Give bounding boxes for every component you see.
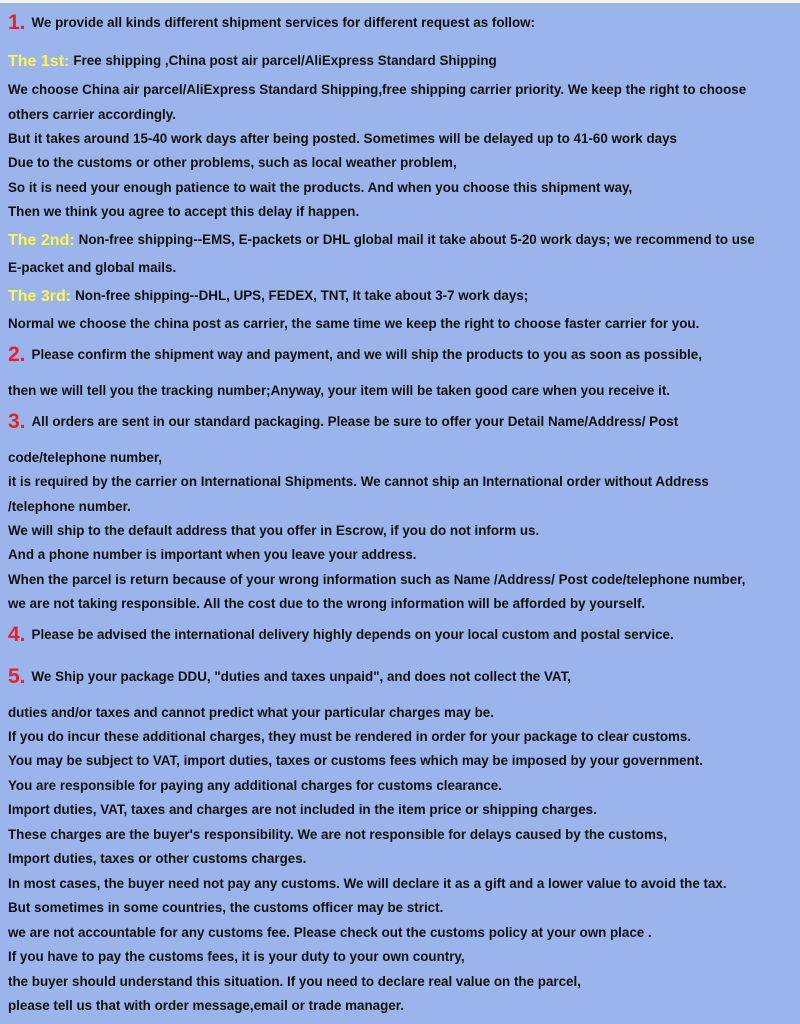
body-line: code/telephone number,	[8, 450, 163, 465]
body-line: others carrier accordingly.	[8, 107, 176, 122]
section-text: We Ship your package DDU, "duties and taxes unpaid", and does not collect the VAT,	[31, 669, 572, 684]
section-5-heading	[8, 665, 796, 688]
body-line: then we will tell you the tracking number;Anyway, your item will be taken good care when you receive it.	[8, 383, 670, 398]
body-line: E-packet and global mails.	[8, 260, 177, 275]
option-2nd	[8, 231, 796, 250]
section-1-heading	[8, 11, 796, 34]
body-line: And a phone number is important when you leave your address.	[8, 547, 417, 562]
body-line: We choose China air parcel/AliExpress Standard Shipping,free shipping carrier priority. We keep the right to choose	[8, 82, 747, 97]
body-line: But it takes around 15-40 work days after being posted. Sometimes will be delayed up to 41-60 work days	[8, 131, 677, 146]
body-line: Then we think you agree to accept this delay if happen.	[8, 204, 360, 219]
section-number: 3.	[8, 410, 26, 433]
body-line: please tell us that with order message,email or trade manager.	[8, 998, 404, 1013]
section-2-heading	[8, 343, 796, 366]
body-line: If you have to pay the customs fees, it is your duty to your own country,	[8, 949, 465, 964]
body-line: We will ship to the default address that you offer in Escrow, if you do not inform us.	[8, 523, 540, 538]
body-line: duties and/or taxes and cannot predict what your particular charges may be.	[8, 705, 494, 720]
section-number: 1.	[8, 11, 26, 34]
option-text: Non-free shipping--EMS, E-packets or DHL global mail it take about 5-20 work days; we recommend to use	[78, 232, 755, 247]
section-number: 2.	[8, 343, 26, 366]
body-line: When the parcel is return because of your wrong information such as Name /Address/ Post code/telephone number,	[8, 572, 746, 587]
option-text: Free shipping ,China post air parcel/AliExpress Standard Shipping	[73, 53, 497, 68]
section-text: Please be advised the international delivery highly depends on your local custom and postal service.	[31, 627, 674, 642]
section-text: We provide all kinds different shipment services for different request as follow:	[31, 15, 536, 30]
section-number: 5.	[8, 665, 26, 688]
body-line: You may be subject to VAT, import duties, taxes or customs fees which may be imposed by your government.	[8, 753, 703, 768]
section-number: 4.	[8, 623, 26, 646]
body-line: Normal we choose the china post as carrier, the same time we keep the right to choose faster carrier for you.	[8, 316, 700, 331]
body-line: But sometimes in some countries, the customs officer may be strict.	[8, 900, 444, 915]
section-4-heading	[8, 623, 796, 646]
option-3rd	[8, 287, 796, 306]
body-line: You are responsible for paying any additional charges for customs clearance.	[8, 778, 502, 793]
body-line: In most cases, the buyer need not pay any customs. We will declare it as a gift and a lower value to avoid the tax.	[8, 876, 727, 891]
option-1st	[8, 52, 796, 71]
body-line: If you do incur these additional charges, they must be rendered in order for your package to clear customs.	[8, 729, 692, 744]
body-line: we are not accountable for any customs fee. Please check out the customs policy at your own place .	[8, 925, 652, 940]
body-line: /telephone number.	[8, 499, 131, 514]
body-line: So it is need your enough patience to wait the products. And when you choose this shipment way,	[8, 180, 633, 195]
body-line: it is required by the carrier on International Shipments. We cannot ship an International order without Address	[8, 474, 709, 489]
body-line: we are not taking responsible. All the cost due to the wrong information will be afforded by yourself.	[8, 596, 646, 611]
section-text: All orders are sent in our standard packaging. Please be sure to offer your Detail Name/Address/ Post	[31, 414, 679, 429]
option-label: The 1st:	[8, 53, 70, 70]
option-label: The 2nd:	[8, 232, 75, 249]
body-line: Import duties, VAT, taxes and charges are not included in the item price or shipping charges.	[8, 802, 597, 817]
body-line: These charges are the buyer's responsibility. We are not responsible for delays caused by the customs,	[8, 827, 668, 842]
body-line: Due to the customs or other problems, such as local weather problem,	[8, 155, 457, 170]
section-text: Please confirm the shipment way and payment, and we will ship the products to you as soon as possible,	[31, 347, 702, 362]
option-text: Non-free shipping--DHL, UPS, FEDEX, TNT, It take about 3-7 work days;	[75, 288, 529, 303]
body-line: the buyer should understand this situation. If you need to declare real value on the parcel,	[8, 974, 581, 989]
top-border	[0, 0, 800, 3]
section-3-heading	[8, 410, 796, 433]
option-label: The 3rd:	[8, 288, 72, 305]
body-line: Import duties, taxes or other customs charges.	[8, 851, 307, 866]
